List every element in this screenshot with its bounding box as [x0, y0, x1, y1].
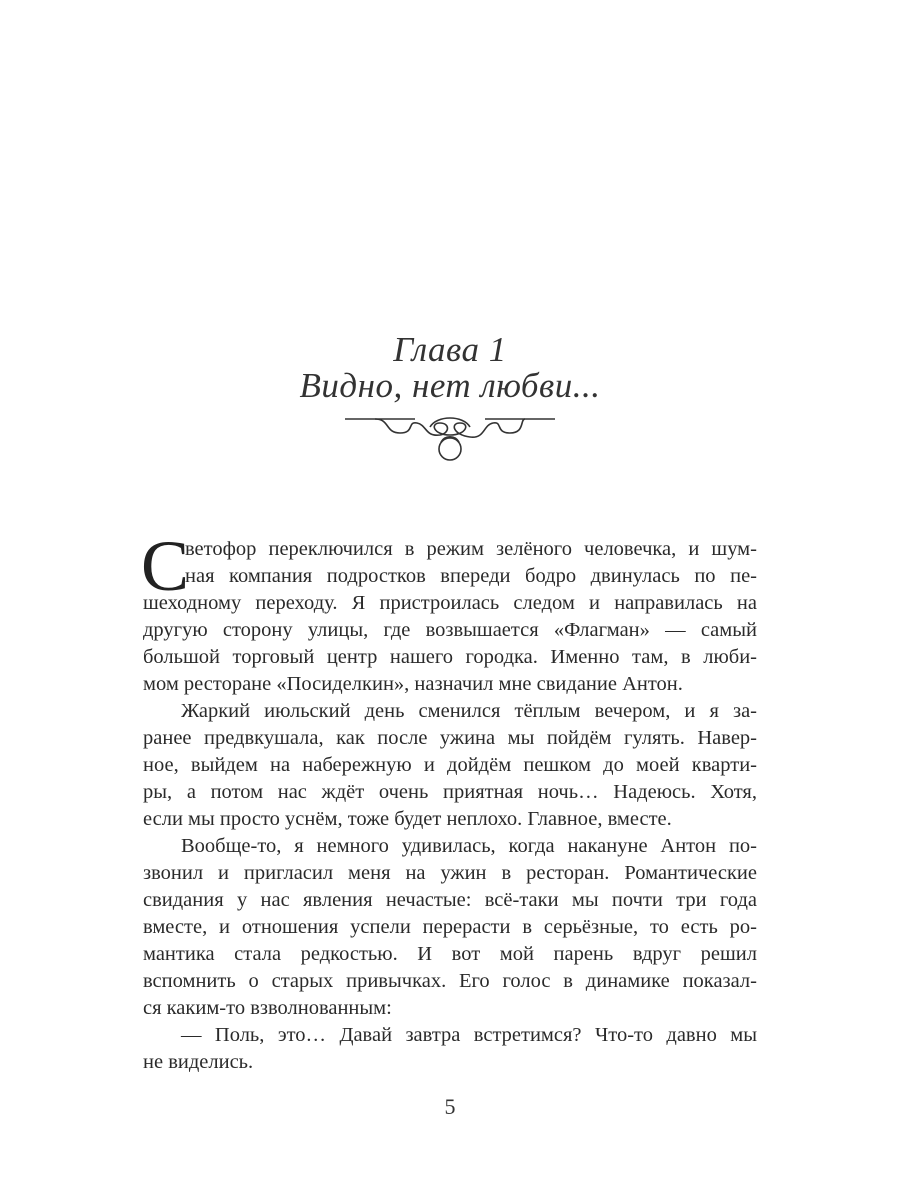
chapter-number: Глава 1 — [393, 330, 507, 369]
text-line-content: шеходному переходу. Я пристроилась следом и направилась на — [143, 592, 757, 614]
text-line — [143, 806, 757, 833]
text-line — [143, 860, 757, 887]
text-line-content: ранее предвкушала, как после ужина мы пойдём гулять. Навер- — [143, 727, 757, 749]
text-line — [143, 779, 757, 806]
text-line — [143, 833, 757, 860]
text-line — [143, 698, 757, 725]
text-line — [143, 671, 757, 698]
text-line-content: ная компания подростков впереди бодро двинулась по пе- — [185, 565, 757, 587]
text-line-content: свидания у нас явления нечастые: всё-таки мы почти три года — [143, 889, 757, 911]
text-line — [143, 995, 757, 1022]
text-line-content: вместе, и отношения успели перерасти в серьёзные, то есть ро- — [143, 916, 757, 938]
text-line-content: ветофор переключился в режим зелёного человечка, и шум- — [185, 538, 757, 560]
text-line-content: ное, выйдем на набережную и дойдём пешком до моей кварти- — [143, 754, 757, 776]
text-line-content: ры, а потом нас ждёт очень приятная ночь… Надеюсь. Хотя, — [143, 781, 757, 803]
text-line-content: вспомнить о старых привычках. Его голос в динамике показал- — [143, 970, 757, 992]
text-line-content: большой торговый центр нашего городка. Именно там, в люби- — [143, 646, 757, 668]
text-line — [143, 1049, 757, 1076]
text-line-content: другую сторону улицы, где возвышается «Флагман» — самый — [143, 619, 757, 641]
text-line-content: ся каким-то взволнованным: — [143, 997, 392, 1019]
text-line — [143, 752, 757, 779]
text-line — [143, 644, 757, 671]
text-line — [143, 617, 757, 644]
text-line — [143, 968, 757, 995]
text-line-content: Вообще-то, я немного удивилась, когда накануне Антон по- — [181, 835, 757, 857]
text-line — [143, 887, 757, 914]
chapter-body-text — [141, 526, 757, 1076]
page-number: 5 — [444, 1094, 456, 1119]
text-line — [143, 563, 757, 590]
text-line-content: если мы просто уснём, тоже будет неплохо. Главное, вместе. — [143, 808, 672, 830]
text-line-content: Жаркий июльский день сменился тёплым вечером, и я за- — [181, 700, 757, 722]
text-line — [143, 914, 757, 941]
text-line-content: — Поль, это… Давай завтра встретимся? Что-то давно мы — [181, 1024, 757, 1046]
text-line — [143, 941, 757, 968]
text-line-content: мантика стала редкостью. И вот мой парень вдруг решил — [143, 943, 757, 965]
text-line-content: мом ресторане «Посиделкин», назначил мне свидание Антон. — [143, 673, 683, 695]
text-line — [143, 590, 757, 617]
text-line-content: не виделись. — [143, 1051, 254, 1073]
drop-cap: С — [141, 526, 190, 606]
chapter-title: Видно, нет любви... — [299, 366, 601, 405]
text-line-content: звонил и пригласил меня на ужин в ресторан. Романтические — [143, 862, 757, 884]
text-line — [143, 1022, 757, 1049]
text-line — [143, 536, 757, 563]
text-line — [143, 725, 757, 752]
ornament-flourish-icon — [345, 405, 555, 467]
